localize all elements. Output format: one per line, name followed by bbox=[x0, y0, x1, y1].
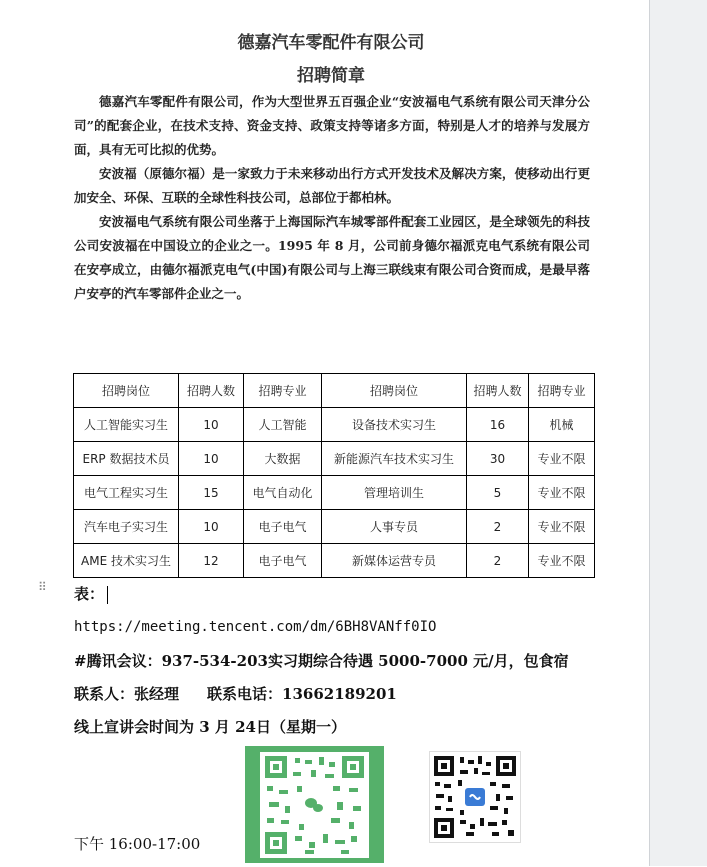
session-date: 线上宣讲会时间为 3 月 24日（星期一） bbox=[74, 718, 346, 736]
table-cell: 2 bbox=[467, 510, 529, 544]
header-position: 招聘岗位 bbox=[322, 374, 467, 408]
editor-margin bbox=[649, 0, 707, 866]
table-cell: 10 bbox=[179, 442, 244, 476]
contact-line bbox=[74, 683, 397, 704]
table-row bbox=[74, 476, 595, 510]
meeting-qr-code bbox=[429, 751, 521, 843]
meeting-info: #腾讯会议：937-534-203实习期综合待遇 5000-7000 元/月，包食宿 bbox=[74, 652, 569, 670]
table-row bbox=[74, 442, 595, 476]
table-cell: 专业不限 bbox=[529, 544, 595, 578]
table-cell: 人工智能实习生 bbox=[74, 408, 179, 442]
table-cell: 专业不限 bbox=[529, 510, 595, 544]
meeting-link[interactable] bbox=[74, 619, 436, 635]
contact-person: 联系人：张经理 bbox=[74, 685, 180, 703]
table-cell: 大数据 bbox=[244, 442, 322, 476]
job-table bbox=[73, 373, 595, 578]
session-time: 下午 16:00-17:00 bbox=[74, 835, 201, 853]
table-cell: AME 技术实习生 bbox=[74, 544, 179, 578]
doc-title: 招聘简章 bbox=[297, 66, 365, 86]
table-cell: 5 bbox=[467, 476, 529, 510]
company-title: 德嘉汽车零配件有限公司 bbox=[237, 33, 425, 53]
table-cell: 10 bbox=[179, 408, 244, 442]
table-cell: 电气工程实习生 bbox=[74, 476, 179, 510]
header-count: 招聘人数 bbox=[467, 374, 529, 408]
header-position: 招聘岗位 bbox=[74, 374, 179, 408]
table-cell: 电子电气 bbox=[244, 544, 322, 578]
contact-phone: 联系电话：13662189201 bbox=[207, 685, 397, 703]
table-cell: 设备技术实习生 bbox=[322, 408, 467, 442]
table-cell: 15 bbox=[179, 476, 244, 510]
table-cell: 人工智能 bbox=[244, 408, 322, 442]
table-cell: 汽车电子实习生 bbox=[74, 510, 179, 544]
table-cell: 专业不限 bbox=[529, 476, 595, 510]
table-cell: 管理培训生 bbox=[322, 476, 467, 510]
table-row bbox=[74, 544, 595, 578]
header-count: 招聘人数 bbox=[179, 374, 244, 408]
table-cell: 人事专员 bbox=[322, 510, 467, 544]
intro-paragraph-1: 德嘉汽车零配件有限公司，作为大型世界五百强企业“安波福电气系统有限公司天津分公司”的配套企业，在技术支持、资金支持、政策支持等诸多方面，特别是人才的培养与发展方面，具有无可比拟的优势。 bbox=[74, 94, 590, 157]
table-cell: 电子电气 bbox=[244, 510, 322, 544]
drag-handle-icon[interactable]: ⠿ bbox=[38, 580, 48, 594]
table-header-row bbox=[74, 374, 595, 408]
table-cell: 12 bbox=[179, 544, 244, 578]
table-cell: 16 bbox=[467, 408, 529, 442]
table-cell: ERP 数据技术员 bbox=[74, 442, 179, 476]
meeting-url-text: https://meeting.tencent.com/dm/6BH8VANff0IO bbox=[74, 619, 437, 635]
table-cell: 电气自动化 bbox=[244, 476, 322, 510]
form-label-line[interactable] bbox=[74, 583, 108, 604]
table-row bbox=[74, 510, 595, 544]
wechat-qr-code bbox=[245, 746, 384, 863]
table-cell: 新媒体运营专员 bbox=[322, 544, 467, 578]
table-cell: 10 bbox=[179, 510, 244, 544]
header-major: 招聘专业 bbox=[244, 374, 322, 408]
table-cell: 专业不限 bbox=[529, 442, 595, 476]
table-cell: 30 bbox=[467, 442, 529, 476]
table-cell: 机械 bbox=[529, 408, 595, 442]
intro-paragraph-3: 安波福电气系统有限公司坐落于上海国际汽车城零部件配套工业园区，是全球领先的科技公司安波福在中国设立的企业之一。1995 年 8 月，公司前身德尔福派克电气系统有限公司在安亭成立，由德尔福派克电气(中国)有限公司与上海三联线束有限公司合资而成，是最早落户安亭的汽车零部件企业之一。 bbox=[74, 214, 590, 301]
text-cursor bbox=[107, 586, 108, 604]
table-row bbox=[74, 408, 595, 442]
form-label: 表： bbox=[74, 585, 105, 603]
table-cell: 新能源汽车技术实习生 bbox=[322, 442, 467, 476]
intro-paragraph-2: 安波福（原德尔福）是一家致力于未来移动出行方式开发技术及解决方案，使移动出行更加安全、环保、互联的全球性科技公司，总部位于都柏林。 bbox=[74, 166, 590, 205]
header-major: 招聘专业 bbox=[529, 374, 595, 408]
table-cell: 2 bbox=[467, 544, 529, 578]
